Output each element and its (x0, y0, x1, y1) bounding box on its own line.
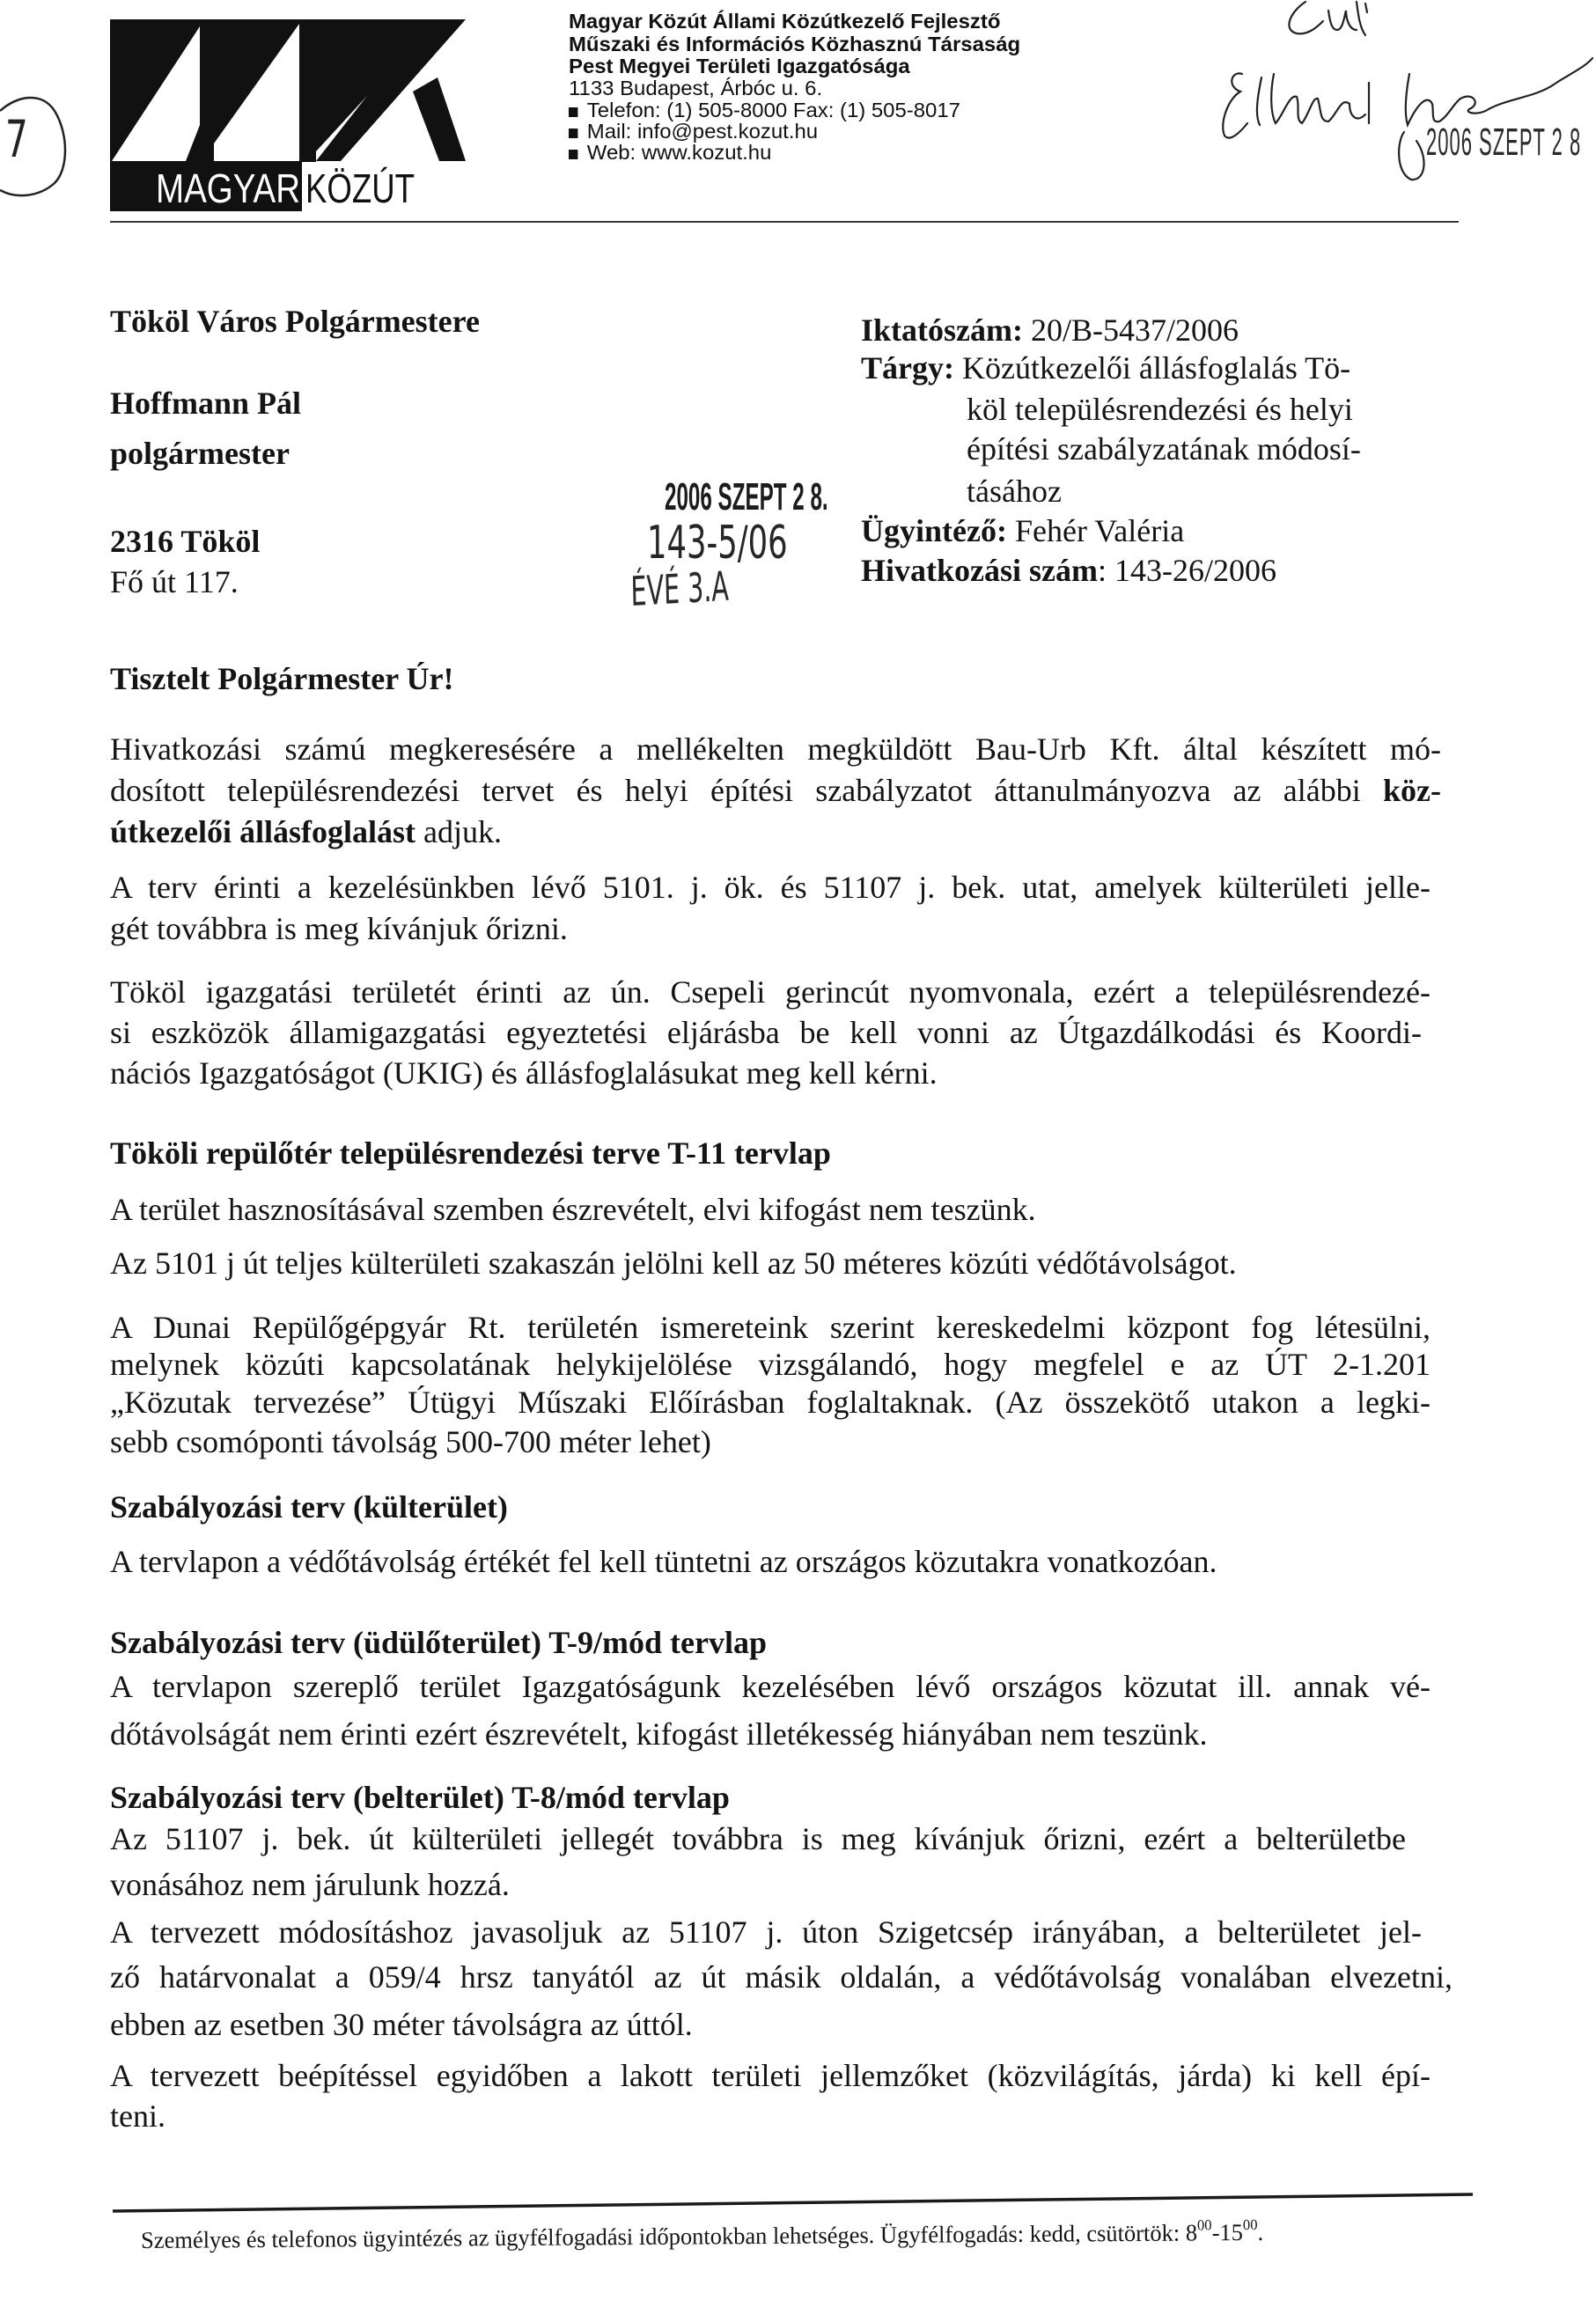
section-t11-line-6: sebb csomóponti távolság 500-700 méter lehet) (110, 1424, 711, 1459)
subject (861, 352, 1350, 384)
org-line-1: Magyar Közút Állami Közútkezelő Fejlesztő (569, 10, 1001, 33)
section-belterulet-line-6: A tervezett beépítéssel egyidőben a lakott területi jellemzőket (közvilágítás, járda) ki kell épí- (110, 2058, 1431, 2093)
handwritten-signature-icon (1209, 0, 1596, 202)
contact-phone (569, 100, 960, 121)
footer-text: Személyes és telefonos ügyintézés az ügyfélfogadási időpontokban lehetséges. Ügyfélfogadás: kedd, csütörtök: (141, 2219, 1186, 2253)
subject-line-1: Közútkezelői állásfoglalás Tö- (961, 350, 1351, 386)
section-udulo-line-2: dőtávolságát nem érinti ezért észrevételt, kifogást illetékesség hiányában nem teszünk. (110, 1716, 1208, 1752)
received-stamp-top: 2006 SZEPT 2 8 (1426, 121, 1582, 164)
registration-label: Iktatószám: (861, 312, 1023, 348)
section-udulo-line-1: A tervlapon szereplő terület Igazgatóságunk kezelésében lévő országos közutat ill. annak vé- (110, 1669, 1431, 1704)
recipient-title: Tököl Város Polgármestere (110, 304, 480, 339)
subject-label: Tárgy: (861, 350, 954, 386)
footer-dash: - (1211, 2219, 1220, 2246)
section-belterulet-line-3: A tervezett módosításhoz javasoljuk az 51107 j. úton Szigetcsép irányában, a belterületet jel- (110, 1914, 1422, 1950)
body-p1-line-2-bold: köz- (1383, 773, 1441, 808)
recipient-role: polgármester (110, 436, 290, 471)
logo-mark-icon (110, 19, 471, 213)
subject-line-4: tásához (967, 474, 1062, 509)
section-t11-line-1: A terület hasznosításával szemben észrevételt, elvi kifogást nem teszünk. (110, 1192, 1036, 1227)
case-officer (861, 515, 1184, 547)
contact-mail[interactable] (569, 121, 818, 142)
subject-line-3: építési szabályzatának módosí- (967, 431, 1361, 467)
subject-line-2: köl településrendezési és helyi (967, 392, 1353, 427)
handwritten-note: ÉVÉ 3.A (629, 562, 730, 615)
section-belterulet-line-7: teni. (110, 2098, 165, 2134)
recipient-street: Fő út 117. (110, 564, 239, 599)
section-heading-t11: Tököli repülőtér településrendezési terve T-11 tervlap (110, 1135, 831, 1171)
contact-web[interactable] (569, 143, 771, 163)
body-p1-line-3 (110, 816, 1441, 848)
bullet-square-icon (569, 150, 577, 159)
recipient-city: 2316 Tököl (110, 524, 261, 559)
received-stamp-middle: 2006 SZEPT 2 8. (665, 475, 828, 518)
body-p1-line-2-text: dosított településrendezési tervet és helyi építési szabályzatot áttanulmányozva az alábbi (110, 773, 1361, 808)
section-heading-belterulet: Szabályozási terv (belterület) T-8/mód tervlap (110, 1780, 730, 1815)
footer-min-from: 00 (1196, 2216, 1212, 2234)
section-t11-line-4: melynek közúti kapcsolatának helykijelölése vizsgálandó, hogy megfelel e az ÚT 2-1.201 (110, 1347, 1431, 1382)
body-p2-line-2: gét továbbra is meg kívánjuk őrizni. (110, 911, 568, 946)
footer-divider (0, 2190, 1596, 2216)
bullet-square-icon (569, 107, 577, 117)
logo-word-magyar: MAGYAR (156, 165, 300, 211)
section-kulterulet-line-1: A tervlapon a védőtávolság értékét fel kell tüntetni az országos közutakra vonatkozóan. (110, 1544, 1217, 1579)
section-heading-udulo: Szabályozási terv (üdülőterület) T-9/mód tervlap (110, 1625, 767, 1660)
recipient-name: Hoffmann Pál (110, 386, 302, 421)
body-p3-line-1: Tököl igazgatási területét érinti az ún. Csepeli gerincút nyomvonala, ezért a településrendezé- (110, 974, 1431, 1010)
body-p3-line-3: nációs Igazgatóságot (UKIG) és állásfoglalásukat meg kell kérni. (110, 1055, 938, 1091)
section-belterulet-line-5: ebben az esetben 30 méter távolságra az úttól. (110, 2007, 693, 2042)
body-p2-line-1: A terv érinti a kezelésünkben lévő 5101. j. ök. és 51107 j. bek. utat, amelyek külterületi jelle- (110, 870, 1431, 905)
reference-value: 143-26/2006 (1114, 553, 1276, 588)
reference-label: Hivatkozási szám (861, 553, 1098, 588)
footer-office-hours (141, 2215, 1264, 2253)
case-officer-label: Ügyintéző: (861, 513, 1007, 548)
footer-hour-to: 15 (1219, 2219, 1244, 2246)
contact-mail-text[interactable]: Mail: info@pest.kozut.hu (586, 120, 819, 143)
case-officer-value: Fehér Valéria (1014, 513, 1185, 548)
bullet-square-icon (569, 129, 577, 138)
body-p1-line-2 (110, 775, 1441, 806)
registration-value: 20/B-5437/2006 (1030, 312, 1239, 348)
footer-hour-from: 8 (1185, 2219, 1198, 2246)
body-p1-line-3-bold: útkezelői állásfoglalást (110, 814, 416, 849)
body-p3-line-2: si eszközök államigazgatási egyeztetési eljárásba be kell vonni az Útgazdálkodási és Koordi- (110, 1015, 1422, 1050)
handwritten-registration-number: 143-5/06 (647, 517, 788, 569)
org-address: 1133 Budapest, Árbóc u. 6. (569, 77, 823, 99)
section-t11-line-5: „Közutak tervezése” Útügyi Műszaki Előírásban foglaltaknak. (Az összekötő utakon a legki- (110, 1385, 1431, 1420)
section-belterulet-line-4: ző határvonalat a 059/4 hrsz tanyától az út másik oldalán, a védőtávolság vonalában elvezetni, (110, 1959, 1453, 1995)
contact-web-text[interactable]: Web: www.kozut.hu (586, 141, 772, 164)
logo-word-kozut: KÖZÚT (305, 165, 415, 211)
reference-colon: : (1097, 553, 1107, 588)
footer-min-to: 00 (1242, 2215, 1258, 2234)
circled-mark-text: 7 (5, 109, 28, 169)
reference-number (861, 555, 1276, 586)
contact-phone-text: Telefon: (1) 505-8000 Fax: (1) 505-8017 (586, 99, 960, 121)
magyar-kozut-logo (110, 19, 471, 213)
circled-mark (0, 88, 70, 202)
section-belterulet-line-1: Az 51107 j. bek. út külterületi jellegét továbbra is meg kívánjuk őrizni, ezért a belterületbe (110, 1821, 1406, 1856)
body-p1-line-1: Hivatkozási számú megkeresésére a mellékelten megküldött Bau-Urb Kft. által készített mó- (110, 731, 1441, 767)
body-p1-line-3-text: adjuk. (423, 814, 502, 849)
section-heading-kulterulet: Szabályozási terv (külterület) (110, 1489, 508, 1525)
section-t11-line-3: A Dunai Repülőgépgyár Rt. területén ismereteink szerint kereskedelmi központ fog létesülni, (110, 1310, 1431, 1345)
org-line-2: Műszaki és Információs Közhasznú Társaság (569, 33, 1021, 55)
org-line-3: Pest Megyei Területi Igazgatósága (569, 55, 910, 77)
section-belterulet-line-2: vonásához nem járulunk hozzá. (110, 1867, 510, 1902)
footer-end: . (1257, 2218, 1264, 2245)
header-divider (110, 221, 1459, 223)
section-t11-line-2: Az 5101 j út teljes külterületi szakaszán jelölni kell az 50 méteres közúti védőtávolságot. (110, 1246, 1237, 1281)
registration-number (861, 314, 1239, 346)
salutation: Tisztelt Polgármester Úr! (110, 661, 454, 696)
